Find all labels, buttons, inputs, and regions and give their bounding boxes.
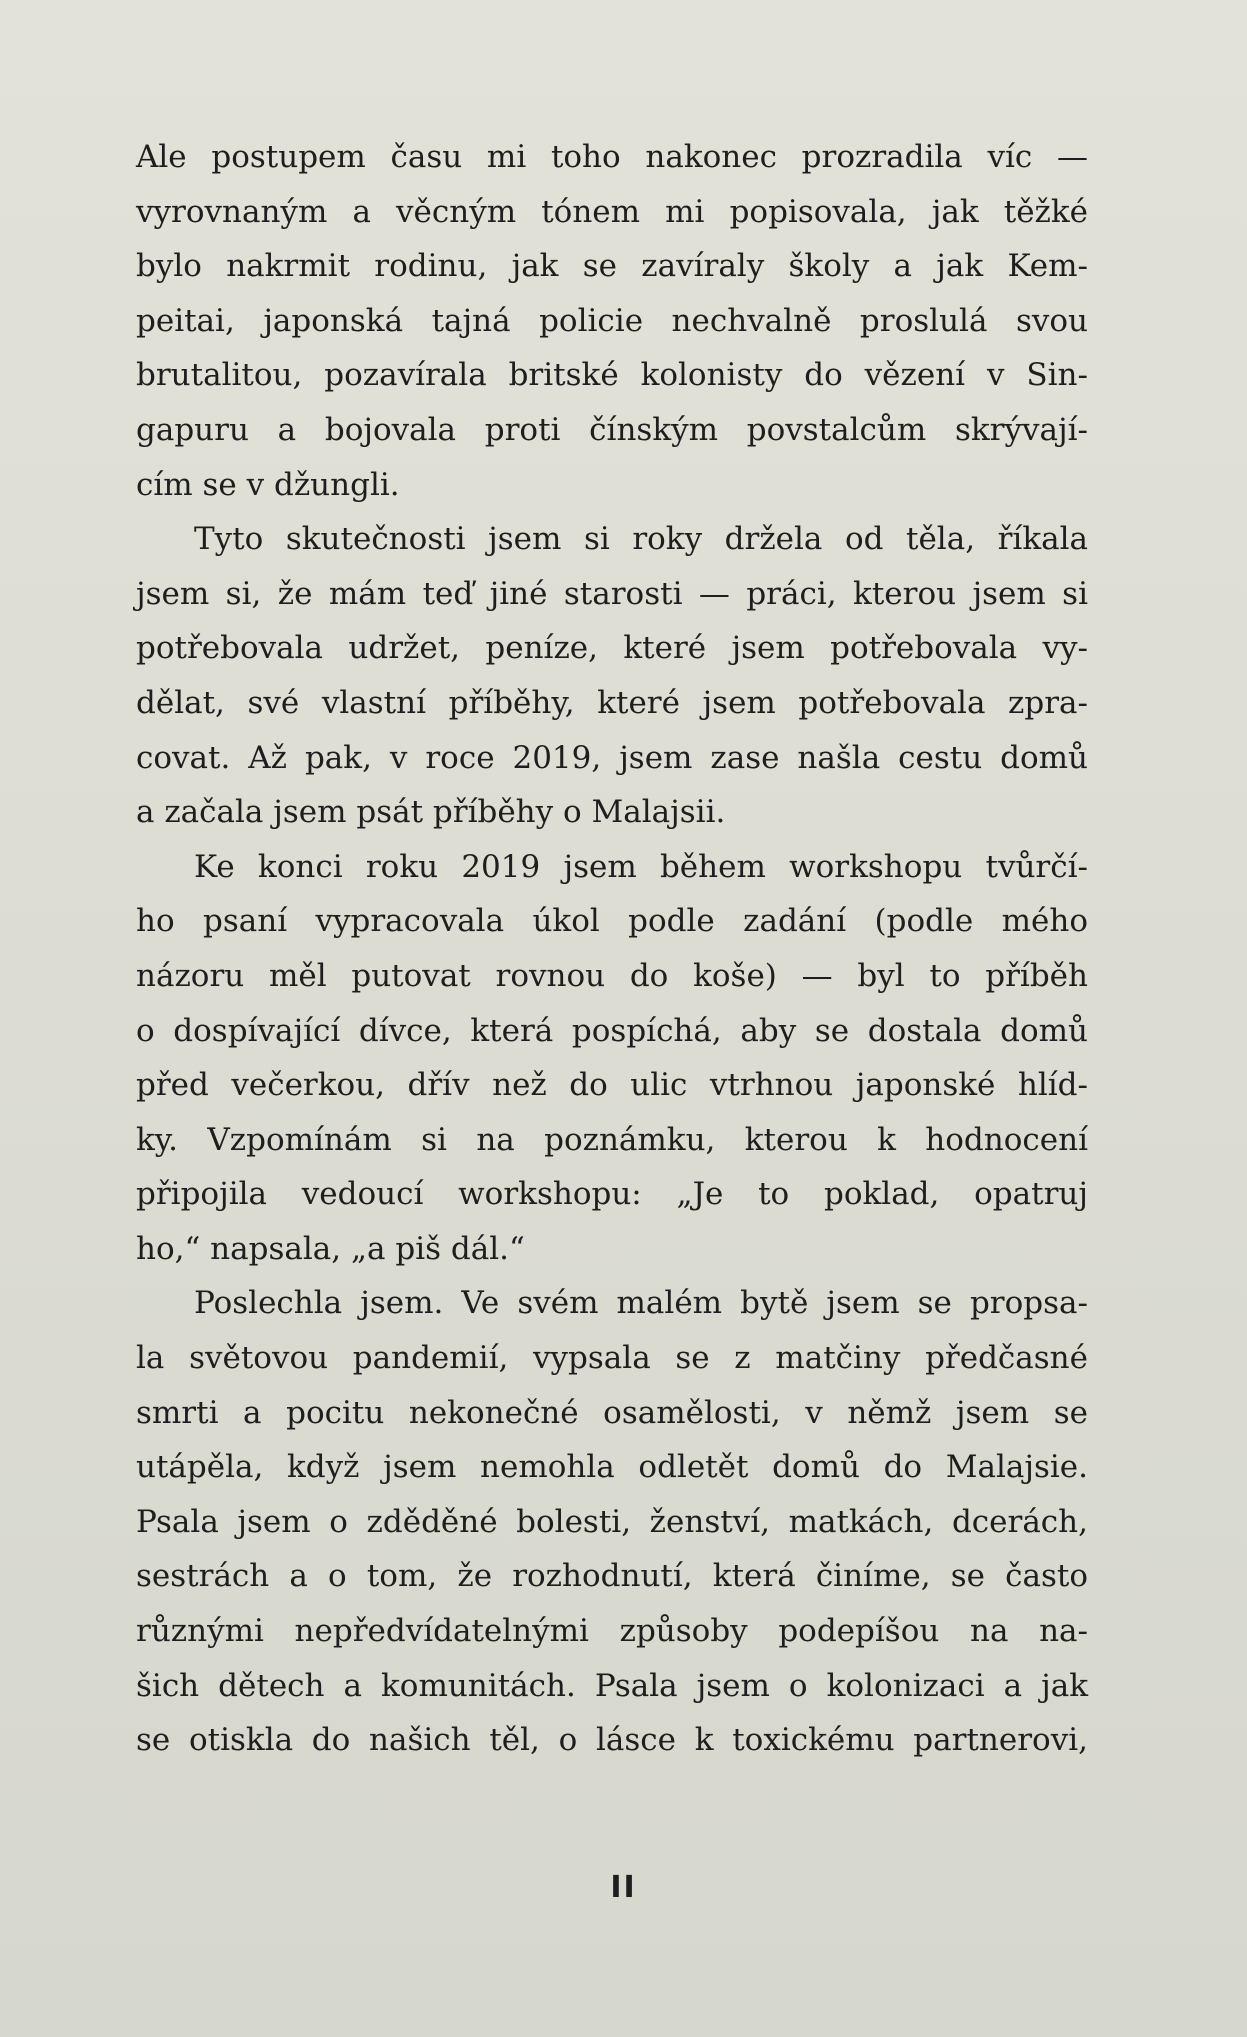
text-line: jsem si, že mám teď jiné starosti — práci, kterou jsem si <box>136 575 1088 612</box>
text-line: a začala jsem psát příběhy o Malajsii. <box>136 794 726 831</box>
text-line: různými nepředvídatelnými způsoby podepíšou na na- <box>136 1613 1088 1650</box>
text-line: o dospívající dívce, která pospíchá, aby se dostala domů <box>136 1012 1088 1049</box>
text-line: ho psaní vypracovala úkol podle zadání (podle mého <box>136 903 1088 940</box>
text-line: bylo nakrmit rodinu, jak se zavíraly školy a jak Kem- <box>136 248 1088 285</box>
text-line: ky. Vzpomínám si na poznámku, kterou k hodnocení <box>136 1121 1088 1158</box>
text-line: před večerkou, dřív než do ulic vtrhnou japonské hlíd- <box>136 1067 1088 1104</box>
text-line: sestrách a o tom, že rozhodnutí, která činíme, se často <box>136 1558 1088 1595</box>
paragraph-first-line: Poslechla jsem. Ve svém malém bytě jsem se propsa- <box>194 1285 1088 1322</box>
paragraph-first-line: Tyto skutečnosti jsem si roky držela od těla, říkala <box>194 521 1088 558</box>
text-line: ho,“ napsala, „a piš dál.“ <box>136 1230 525 1267</box>
body-text <box>136 130 1088 1768</box>
page-number: II <box>610 1870 637 1905</box>
paragraph-first-line: Ke konci roku 2019 jsem během workshopu tvůrčí- <box>194 848 1088 885</box>
text-line: utápěla, když jsem nemohla odletět domů do Malajsie. <box>136 1449 1088 1486</box>
text-line: brutalitou, pozavírala britské kolonisty do vězení v Sin- <box>136 357 1088 394</box>
text-line: dělat, své vlastní příběhy, které jsem potřebovala zpra- <box>136 684 1088 721</box>
text-line: potřebovala udržet, peníze, které jsem potřebovala vy- <box>136 630 1088 667</box>
text-line: covat. Až pak, v roce 2019, jsem zase našla cestu domů <box>136 739 1088 776</box>
text-line: gapuru a bojovala proti čínským povstalcům skrývají- <box>136 411 1088 448</box>
text-line: vyrovnaným a věcným tónem mi popisovala, jak těžké <box>136 193 1088 230</box>
text-line: la světovou pandemií, vypsala se z matčiny předčasné <box>136 1340 1088 1377</box>
text-line: se otiskla do našich těl, o lásce k toxickému partnerovi, <box>136 1722 1088 1759</box>
text-line: smrti a pocitu nekonečné osamělosti, v němž jsem se <box>136 1394 1088 1431</box>
text-line: cím se v džungli. <box>136 466 400 503</box>
text-line: připojila vedoucí workshopu: „Je to poklad, opatruj <box>136 1176 1088 1213</box>
text-line: názoru měl putovat rovnou do koše) — byl to příběh <box>136 957 1088 994</box>
text-line: Ale postupem času mi toho nakonec prozradila víc — <box>136 139 1088 175</box>
text-line: šich dětech a komunitách. Psala jsem o kolonizaci a jak <box>136 1667 1088 1704</box>
text-line: Psala jsem o zděděné bolesti, ženství, matkách, dcerách, <box>136 1503 1088 1540</box>
text-line: peitai, japonská tajná policie nechvalně proslulá svou <box>136 302 1088 339</box>
